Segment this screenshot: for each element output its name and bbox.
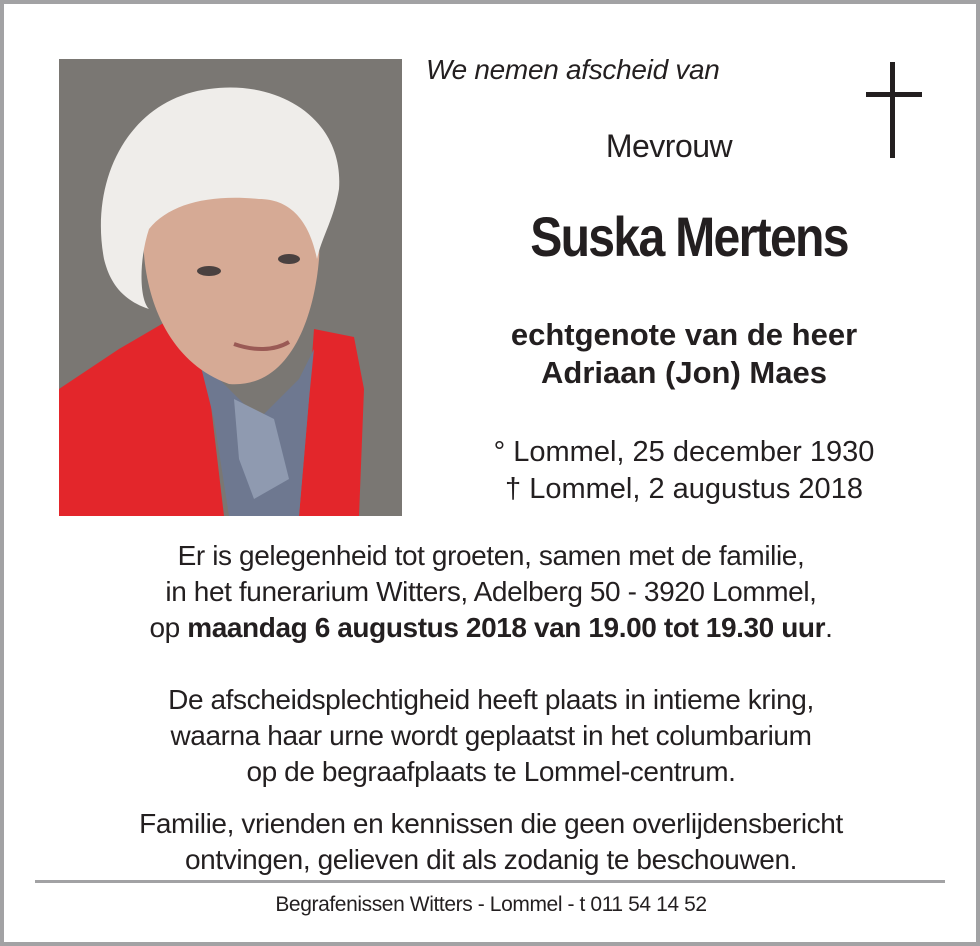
portrait-photo <box>59 59 402 516</box>
notice-line-1: Familie, vrienden en kennissen die geen overlijdensbericht <box>139 808 843 839</box>
notice-line-2: ontvingen, gelieven dit als zodanig te beschouwen. <box>185 844 797 875</box>
visitation-paragraph <box>34 538 948 646</box>
ceremony-line-3: op de begraafplaats te Lommel-centrum. <box>246 756 736 787</box>
visitation-line-1: Er is gelegenheid tot groeten, samen met de familie, <box>177 540 805 571</box>
intro-text: We nemen afscheid van <box>426 54 720 85</box>
dates-block <box>444 434 924 508</box>
visitation-datetime: maandag 6 augustus 2018 van 19.00 tot 19.30 uur <box>187 612 826 643</box>
visitation-line-2: in het funerarium Witters, Adelberg 50 - 3920 Lommel, <box>165 576 817 607</box>
salutation: Mevrouw <box>605 128 733 164</box>
latin-cross-icon <box>866 62 922 158</box>
spouse-block <box>444 316 924 392</box>
footer-divider <box>35 880 945 883</box>
visitation-line-3 <box>34 610 948 646</box>
portrait-illustration <box>59 59 402 516</box>
notice-paragraph <box>34 806 948 878</box>
ceremony-line-1: De afscheidsplechtigheid heeft plaats in intieme kring, <box>168 684 814 715</box>
death-notice-card <box>4 4 976 942</box>
funeral-home-footer: Begrafenissen Witters - Lommel - t 011 54 14 52 <box>275 893 707 916</box>
visitation-prefix: op <box>149 612 188 643</box>
deceased-name: Suska Mertens <box>530 205 848 268</box>
spouse-line-2: Adriaan (Jon) Maes <box>541 355 827 390</box>
birth-date: ° Lommel, 25 december 1930 <box>493 436 875 468</box>
death-date: † Lommel, 2 augustus 2018 <box>505 473 863 505</box>
ceremony-line-2: waarna haar urne wordt geplaatst in het columbarium <box>170 720 812 751</box>
visitation-suffix: . <box>825 612 833 643</box>
ceremony-paragraph <box>34 682 948 790</box>
spouse-line-1: echtgenote van de heer <box>510 317 858 352</box>
